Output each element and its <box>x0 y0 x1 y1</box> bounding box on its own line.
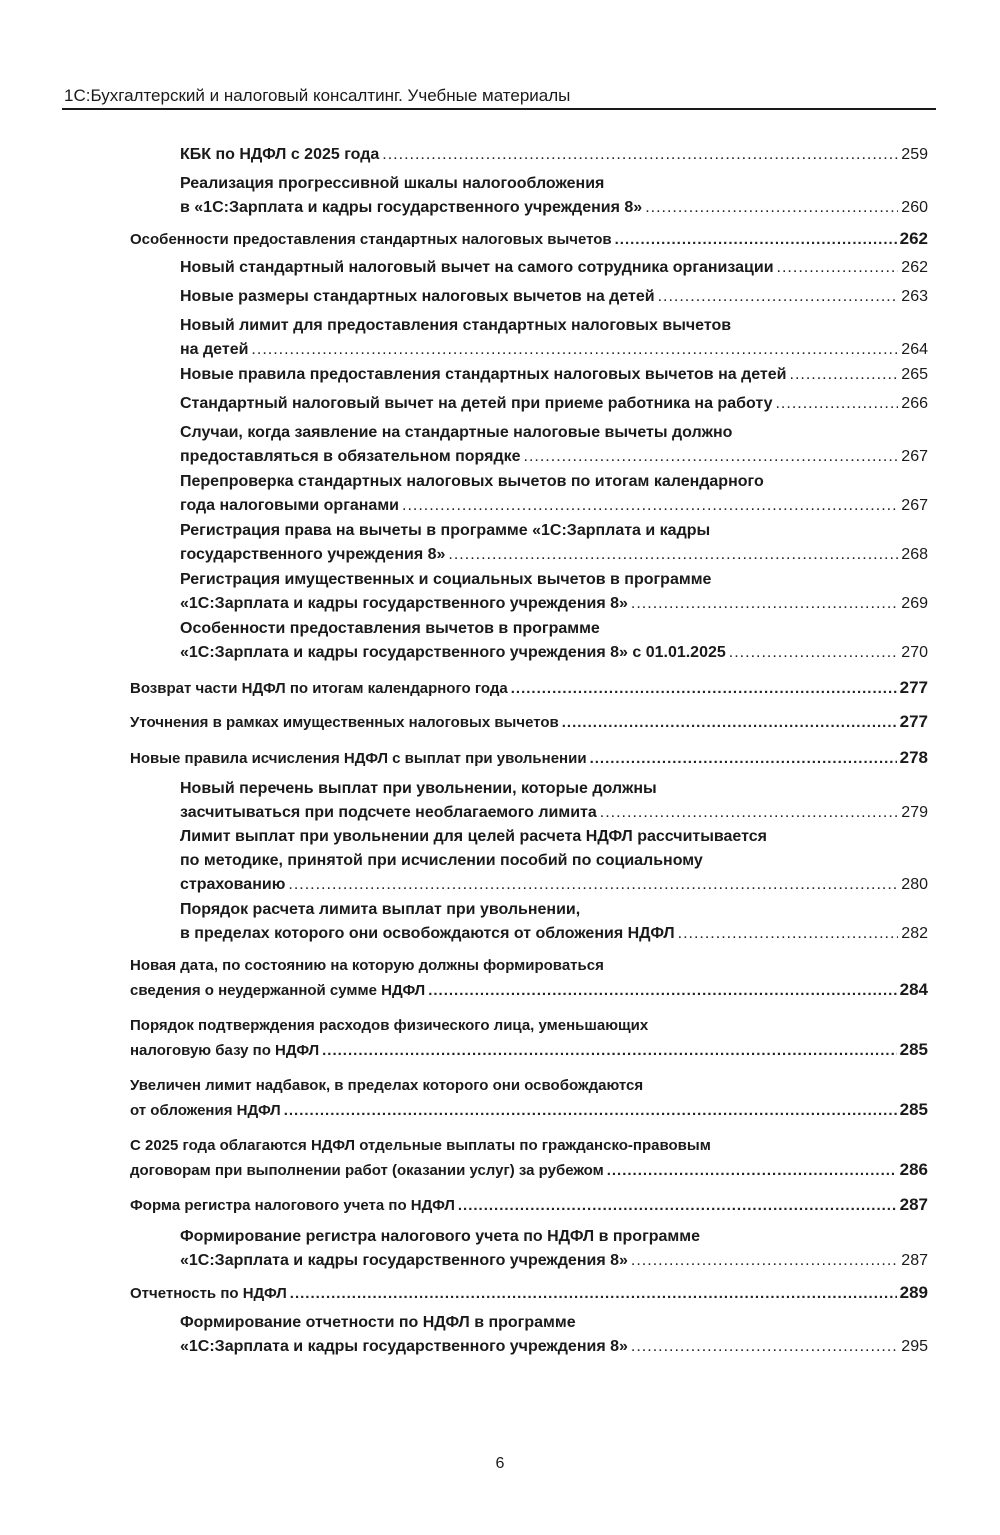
toc-page-number: 284 <box>899 980 928 999</box>
toc-subsection-entry <box>180 143 928 167</box>
toc-entry-last-line <box>180 641 928 665</box>
toc-page-number: 262 <box>901 259 928 276</box>
toc-entry-title-line: в «1С:Зарплата и кадры государственного учреждения 8» <box>180 199 643 216</box>
dot-leader <box>562 711 897 735</box>
dot-leader <box>631 592 898 616</box>
toc-entry-title-line: года налоговыми органами <box>180 497 399 514</box>
dot-leader <box>458 1194 897 1218</box>
toc-entry-last-line <box>130 746 928 771</box>
toc-entry-title-line: Новые правила предоставления стандартных налоговых вычетов на детей <box>180 366 787 383</box>
toc-page-number: 263 <box>901 288 928 305</box>
header-rule <box>62 108 936 110</box>
toc-page-number: 264 <box>901 341 928 358</box>
toc-page-number: 279 <box>901 804 928 821</box>
dot-leader <box>615 228 897 252</box>
toc-entry-last-line <box>180 801 928 825</box>
toc-entry-last-line <box>180 363 928 387</box>
toc-page-number: 266 <box>901 395 928 412</box>
toc-entry-last-line <box>180 592 928 616</box>
toc-subsection-entry <box>180 777 928 825</box>
toc-entry-title-line: Особенности предоставления стандартных налоговых вычетов <box>130 231 612 248</box>
toc-entry-title-line: от обложения НДФЛ <box>130 1102 281 1119</box>
toc-entry-title-line: засчитываться при подсчете необлагаемого лимита <box>180 804 597 821</box>
toc-subsection-entry <box>180 172 928 220</box>
toc-page-number: 260 <box>901 199 928 216</box>
dot-leader <box>524 445 899 469</box>
dot-leader <box>428 979 896 1003</box>
toc-page-number: 289 <box>899 1283 928 1302</box>
toc-page-number: 277 <box>899 678 928 697</box>
toc-subsection-entry <box>180 1225 928 1273</box>
dot-leader <box>645 196 898 220</box>
toc-subsection-entry <box>180 470 928 518</box>
running-title: 1С:Бухгалтерский и налоговый консалтинг. Учебные материалы <box>64 86 571 105</box>
toc-page-number: 259 <box>901 146 928 163</box>
toc-section-entry <box>130 1074 928 1123</box>
dot-leader <box>590 747 897 771</box>
toc-entry-last-line <box>130 978 928 1003</box>
toc-entry-title-line: «1С:Зарплата и кадры государственного учреждения 8» <box>180 1338 628 1355</box>
toc-page-number: 267 <box>901 448 928 465</box>
toc-entry-title-line: Порядок подтверждения расходов физического лица, уменьшающих <box>130 1017 649 1034</box>
toc-entry-title-line: Перепроверка стандартных налоговых вычетов по итогам календарного <box>180 473 764 490</box>
toc-entry-title-line: Особенности предоставления вычетов в программе <box>180 620 600 637</box>
dot-leader <box>382 143 898 167</box>
toc-page-number: 285 <box>899 1100 928 1119</box>
toc-entry-last-line <box>130 1193 928 1218</box>
toc-entry-last-line <box>130 1038 928 1063</box>
toc-subsection-entry <box>180 256 928 280</box>
toc-page-number: 287 <box>901 1252 928 1269</box>
toc-entry-last-line <box>180 494 928 518</box>
toc-page-number: 282 <box>901 925 928 942</box>
toc-entry-last-line <box>180 1335 928 1359</box>
dot-leader <box>775 392 898 416</box>
toc-page-number: 269 <box>901 595 928 612</box>
toc-entry-title-line: Формирование регистра налогового учета по НДФЛ в программе <box>180 1228 700 1245</box>
dot-leader <box>631 1249 898 1273</box>
toc-entry-title-line: Регистрация имущественных и социальных вычетов в программе <box>180 571 712 588</box>
toc-entry-title-line: Формирование отчетности по НДФЛ в программе <box>180 1314 576 1331</box>
toc-entry-title-line: «1С:Зарплата и кадры государственного учреждения 8» <box>180 1252 628 1269</box>
toc-entry-title-line: сведения о неудержанной сумме НДФЛ <box>130 982 426 999</box>
toc-section-entry <box>130 676 928 701</box>
toc-page-number: 287 <box>899 1195 928 1214</box>
toc-page-number: 286 <box>899 1160 928 1179</box>
dot-leader <box>284 1099 897 1123</box>
toc-entry-title-line: КБК по НДФЛ с 2025 года <box>180 146 380 163</box>
toc-subsection-entry <box>180 825 928 897</box>
toc-page-number: 285 <box>899 1040 928 1059</box>
toc-entry-last-line <box>180 285 928 309</box>
dot-leader <box>402 494 898 518</box>
toc-subsection-entry <box>180 519 928 567</box>
toc-entry-last-line <box>130 1281 928 1306</box>
toc-entry-last-line <box>180 196 928 220</box>
dot-leader <box>729 641 899 665</box>
toc-entry-title-line: Уточнения в рамках имущественных налоговых вычетов <box>130 714 559 731</box>
toc-entry-last-line <box>180 338 928 362</box>
toc-subsection-entry <box>180 363 928 387</box>
toc-page-number: 262 <box>899 229 928 248</box>
toc-section-entry <box>130 954 928 1003</box>
toc-subsection-entry <box>180 898 928 946</box>
toc-page-number: 278 <box>899 748 928 767</box>
toc-entry-title-line: Новый стандартный налоговый вычет на самого сотрудника организации <box>180 259 774 276</box>
toc-entry-title-line: Новый лимит для предоставления стандартных налоговых вычетов <box>180 317 732 334</box>
toc-entry-title-line: Новые размеры стандартных налоговых вычетов на детей <box>180 288 655 305</box>
dot-leader <box>448 543 898 567</box>
dot-leader <box>777 256 899 280</box>
toc-entry-title-line: Возврат части НДФЛ по итогам календарного года <box>130 680 508 697</box>
toc-entry-last-line <box>180 873 928 897</box>
toc-page-number: 295 <box>901 1338 928 1355</box>
toc-entry-last-line <box>130 710 928 735</box>
toc-entry-last-line <box>180 392 928 416</box>
toc-page-number: 277 <box>899 712 928 731</box>
toc-section-entry <box>130 227 928 252</box>
toc-entry-title-line: Порядок расчета лимита выплат при увольнении, <box>180 901 581 918</box>
toc-entry-title-line: Новые правила исчисления НДФЛ с выплат при увольнении <box>130 750 587 767</box>
toc-entry-title-line: Регистрация права на вычеты в программе «1С:Зарплата и кадры <box>180 522 711 539</box>
toc-page-number: 270 <box>901 644 928 661</box>
toc-entry-last-line <box>130 1158 928 1183</box>
toc-subsection-entry <box>180 285 928 309</box>
toc-entry-title-line: Реализация прогрессивной шкалы налогообложения <box>180 175 605 192</box>
toc-subsection-entry <box>180 421 928 469</box>
toc-subsection-entry <box>180 568 928 616</box>
toc-subsection-entry <box>180 617 928 665</box>
toc-entry-title-line: Лимит выплат при увольнении для целей расчета НДФЛ рассчитывается <box>180 828 767 845</box>
toc-page-number: 268 <box>901 546 928 563</box>
dot-leader <box>600 801 899 825</box>
toc-entry-title-line: Новая дата, по состоянию на которую должны формироваться <box>130 957 604 974</box>
toc-entry-title-line: предоставляться в обязательном порядке <box>180 448 521 465</box>
dot-leader <box>658 285 899 309</box>
dot-leader <box>678 922 899 946</box>
toc-page-number: 265 <box>901 366 928 383</box>
toc-page-number: 280 <box>901 876 928 893</box>
dot-leader <box>288 873 898 897</box>
dot-leader <box>631 1335 898 1359</box>
toc-section-entry <box>130 1014 928 1063</box>
toc-section-entry <box>130 746 928 771</box>
dot-leader <box>607 1159 897 1183</box>
toc-entry-last-line <box>180 1249 928 1273</box>
dot-leader <box>790 363 899 387</box>
toc-entry-last-line <box>180 922 928 946</box>
dot-leader <box>511 677 897 701</box>
toc-entry-title-line: Случаи, когда заявление на стандартные налоговые вычеты должно <box>180 424 733 441</box>
toc-entry-title-line: на детей <box>180 341 249 358</box>
dot-leader <box>322 1039 896 1063</box>
toc-entry-title-line: «1С:Зарплата и кадры государственного учреждения 8» с 01.01.2025 <box>180 644 726 661</box>
toc-entry-title-line: по методике, принятой при исчислении пособий по социальному <box>180 852 703 869</box>
toc-entry-title-line: Отчетность по НДФЛ <box>130 1285 287 1302</box>
toc-entry-title-line: Новый перечень выплат при увольнении, которые должны <box>180 780 657 797</box>
toc-entry-last-line <box>180 143 928 167</box>
toc-page-number: 267 <box>901 497 928 514</box>
toc-entry-last-line <box>130 676 928 701</box>
toc-section-entry <box>130 1281 928 1306</box>
toc-entry-last-line <box>180 445 928 469</box>
toc-entry-title-line: страхованию <box>180 876 286 893</box>
dot-leader <box>290 1282 897 1306</box>
toc-entry-title-line: договорам при выполнении работ (оказании услуг) за рубежом <box>130 1162 604 1179</box>
toc-section-entry <box>130 1134 928 1183</box>
page-number: 6 <box>495 1455 505 1472</box>
toc-entry-last-line <box>180 256 928 280</box>
toc-subsection-entry <box>180 1311 928 1359</box>
toc-entry-title-line: налоговую базу по НДФЛ <box>130 1042 320 1059</box>
toc-section-entry <box>130 710 928 735</box>
toc-entry-last-line <box>180 543 928 567</box>
toc-entry-last-line <box>130 1098 928 1123</box>
toc-entry-title-line: Форма регистра налогового учета по НДФЛ <box>130 1197 455 1214</box>
toc-subsection-entry <box>180 314 928 362</box>
toc-entry-title-line: «1С:Зарплата и кадры государственного учреждения 8» <box>180 595 628 612</box>
toc-entry-title-line: С 2025 года облагаются НДФЛ отдельные выплаты по гражданско-правовым <box>130 1137 711 1154</box>
toc-section-entry <box>130 1193 928 1218</box>
toc-entry-title-line: в пределах которого они освобождаются от обложения НДФЛ <box>180 925 675 942</box>
dot-leader <box>251 338 898 362</box>
toc-entry-title-line: Увеличен лимит надбавок, в пределах которого они освобождаются <box>130 1077 644 1094</box>
toc-entry-title-line: государственного учреждения 8» <box>180 546 446 563</box>
toc-entry-title-line: Стандартный налоговый вычет на детей при приеме работника на работу <box>180 395 773 412</box>
toc-entry-last-line <box>130 227 928 252</box>
toc-subsection-entry <box>180 392 928 416</box>
